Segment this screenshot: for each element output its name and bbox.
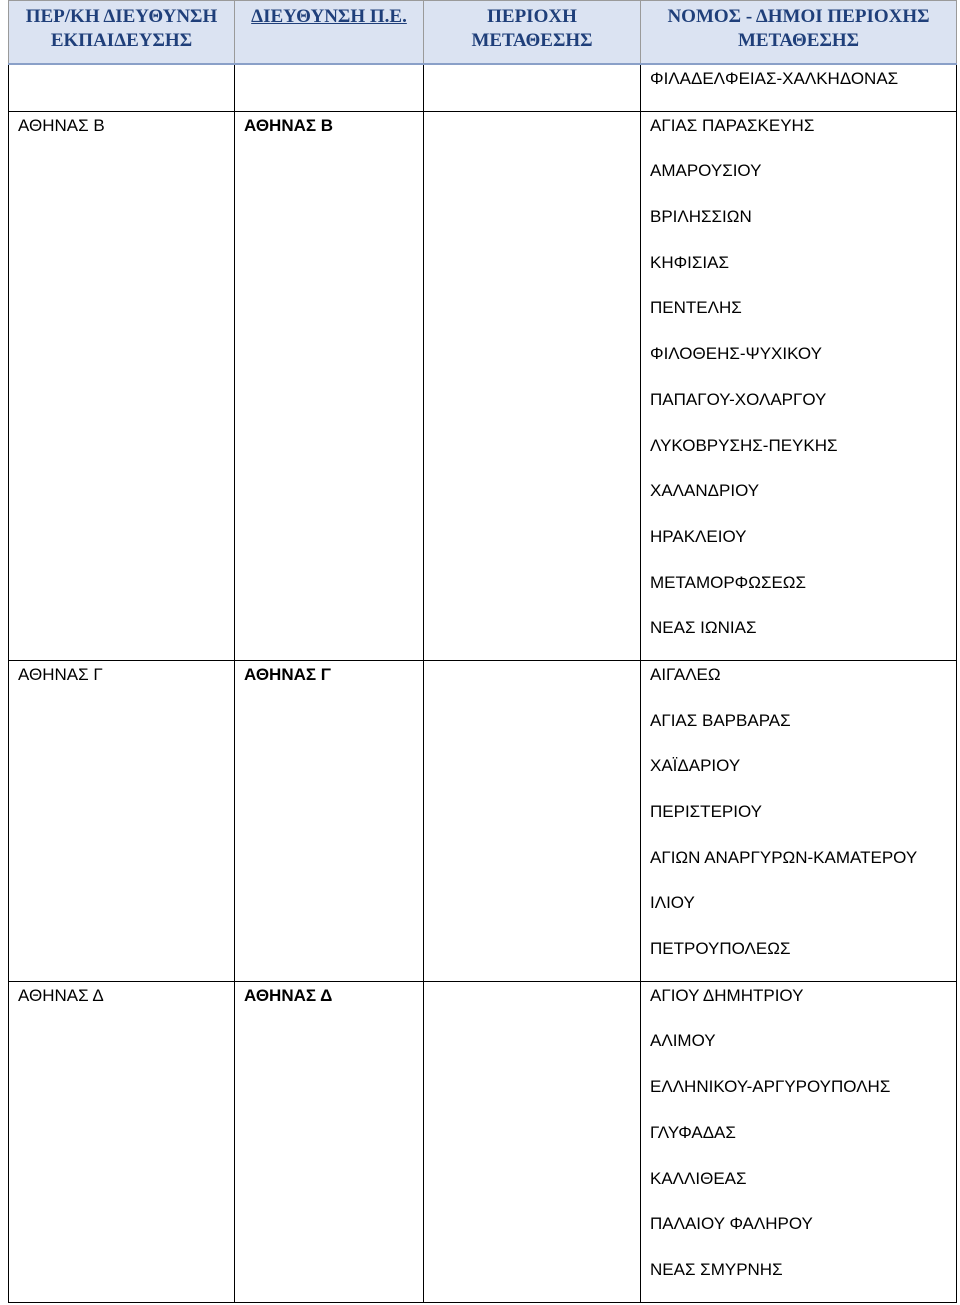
municipality-item: ΠΕΝΤΕΛΗΣ — [650, 298, 742, 318]
regional-directorate-cell — [9, 111, 235, 660]
table-row — [9, 981, 957, 1302]
municipality-item: ΧΑΛΑΝΔΡΙΟΥ — [650, 481, 760, 501]
directorate-cell-text — [235, 65, 423, 69]
transfer-area-cell — [424, 111, 641, 660]
municipality-item: ΑΓΙΑΣ ΠΑΡΑΣΚΕΥΗΣ — [650, 115, 815, 135]
municipality-item: ΧΑΪΔΑΡΙΟΥ — [650, 756, 741, 776]
municipality-item: ΜΕΤΑΜΟΡΦΩΣΕΩΣ — [650, 572, 807, 592]
regional-directorate-cell — [9, 981, 235, 1302]
municipality-item: ΠΑΛΑΙΟΥ ΦΑΛΗΡΟΥ — [650, 1214, 813, 1234]
header-directorate-label: ΔΙΕΥΘΥΝΣΗ Π.Ε. — [251, 6, 407, 27]
directorate-cell — [235, 660, 424, 981]
municipalities-cell — [641, 111, 957, 660]
municipality-item: ΚΑΛΛΙΘΕΑΣ — [650, 1168, 747, 1188]
transfer-area-cell — [424, 64, 641, 111]
municipality-item: ΚΗΦΙΣΙΑΣ — [650, 252, 729, 272]
municipality-item: ΑΙΓΑΛΕΩ — [650, 664, 721, 684]
transfer-areas-table — [8, 0, 957, 1303]
header-regional-directorate: ΠΕΡ/ΚΗ ΔΙΕΥΘΥΝΣΗ ΕΚΠΑΙΔΕΥΣΗΣ — [9, 1, 235, 65]
municipality-item: ΠΕΡΙΣΤΕΡΙΟΥ — [650, 802, 762, 821]
regional-directorate-cell-text — [9, 65, 234, 69]
municipality-item: ΓΛΥΦΑΔΑΣ — [650, 1122, 736, 1142]
directorate-cell-text: ΑΘΗΝΑΣ Β — [244, 115, 334, 135]
header-directorate — [235, 1, 424, 65]
regional-directorate-cell-text: ΑΘΗΝΑΣ Γ — [18, 664, 103, 684]
table-body — [9, 64, 957, 1302]
municipality-item: ΑΛΙΜΟΥ — [650, 1031, 716, 1051]
municipality-item: ΝΕΑΣ ΙΩΝΙΑΣ — [650, 618, 757, 638]
municipality-item: ΦΙΛΟΘΕΗΣ-ΨΥΧΙΚΟΥ — [650, 344, 822, 364]
header-municipalities: ΝΟΜΟΣ - ΔΗΜΟΙ ΠΕΡΙΟΧΗΣ ΜΕΤΑΘΕΣΗΣ — [641, 1, 957, 65]
regional-directorate-cell — [9, 660, 235, 981]
municipality-item: ΠΑΠΑΓΟΥ-ΧΟΛΑΡΓΟΥ — [650, 389, 827, 409]
municipality-item: ΕΛΛΗΝΙΚΟΥ-ΑΡΓΥΡΟΥΠΟΛΗΣ — [650, 1077, 891, 1097]
transfer-area-cell-text — [424, 661, 640, 665]
transfer-area-cell-text — [424, 982, 640, 986]
municipality-item: ΑΓΙΟΥ ΔΗΜΗΤΡΙΟΥ — [650, 985, 804, 1005]
municipality-item: ΠΕΤΡΟΥΠΟΛΕΩΣ — [650, 939, 791, 959]
municipality-item: ΙΛΙΟΥ — [650, 893, 695, 913]
municipality-item: ΒΡΙΛΗΣΣΙΩΝ — [650, 207, 752, 227]
municipality-item: ΝΕΑΣ ΣΜΥΡΝΗΣ — [650, 1259, 783, 1279]
directorate-cell-text: ΑΘΗΝΑΣ Γ — [244, 664, 332, 684]
municipality-item: ΦΙΛΑΔΕΛΦΕΙΑΣ-ΧΑΛΚΗΔΟΝΑΣ — [650, 69, 899, 88]
table-row — [9, 111, 957, 660]
transfer-area-cell — [424, 981, 641, 1302]
municipality-item: ΑΓΙΑΣ ΒΑΡΒΑΡΑΣ — [650, 710, 791, 730]
regional-directorate-cell-text: ΑΘΗΝΑΣ Β — [18, 115, 105, 135]
header-transfer-area: ΠΕΡΙΟΧΗ ΜΕΤΑΘΕΣΗΣ — [424, 1, 641, 65]
municipality-item: ΛΥΚΟΒΡΥΣΗΣ-ΠΕΥΚΗΣ — [650, 435, 838, 455]
transfer-area-cell-text — [424, 65, 640, 69]
table-row — [9, 660, 957, 981]
regional-directorate-cell — [9, 64, 235, 111]
municipality-item: ΑΜΑΡΟΥΣΙΟΥ — [650, 161, 762, 181]
regional-directorate-cell-text: ΑΘΗΝΑΣ Δ — [18, 985, 104, 1005]
transfer-area-cell — [424, 660, 641, 981]
municipalities-cell — [641, 981, 957, 1302]
directorate-cell — [235, 111, 424, 660]
table-header-row — [9, 1, 957, 65]
document-page — [8, 0, 956, 1303]
table-row — [9, 64, 957, 111]
municipalities-cell — [641, 660, 957, 981]
directorate-cell-text: ΑΘΗΝΑΣ Δ — [244, 985, 333, 1005]
municipality-item: ΑΓΙΩΝ ΑΝΑΡΓΥΡΩΝ-ΚΑΜΑΤΕΡΟΥ — [650, 847, 918, 867]
directorate-cell — [235, 64, 424, 111]
transfer-area-cell-text — [424, 112, 640, 116]
directorate-cell — [235, 981, 424, 1302]
municipalities-cell — [641, 64, 957, 111]
municipality-item: ΗΡΑΚΛΕΙΟΥ — [650, 526, 747, 546]
